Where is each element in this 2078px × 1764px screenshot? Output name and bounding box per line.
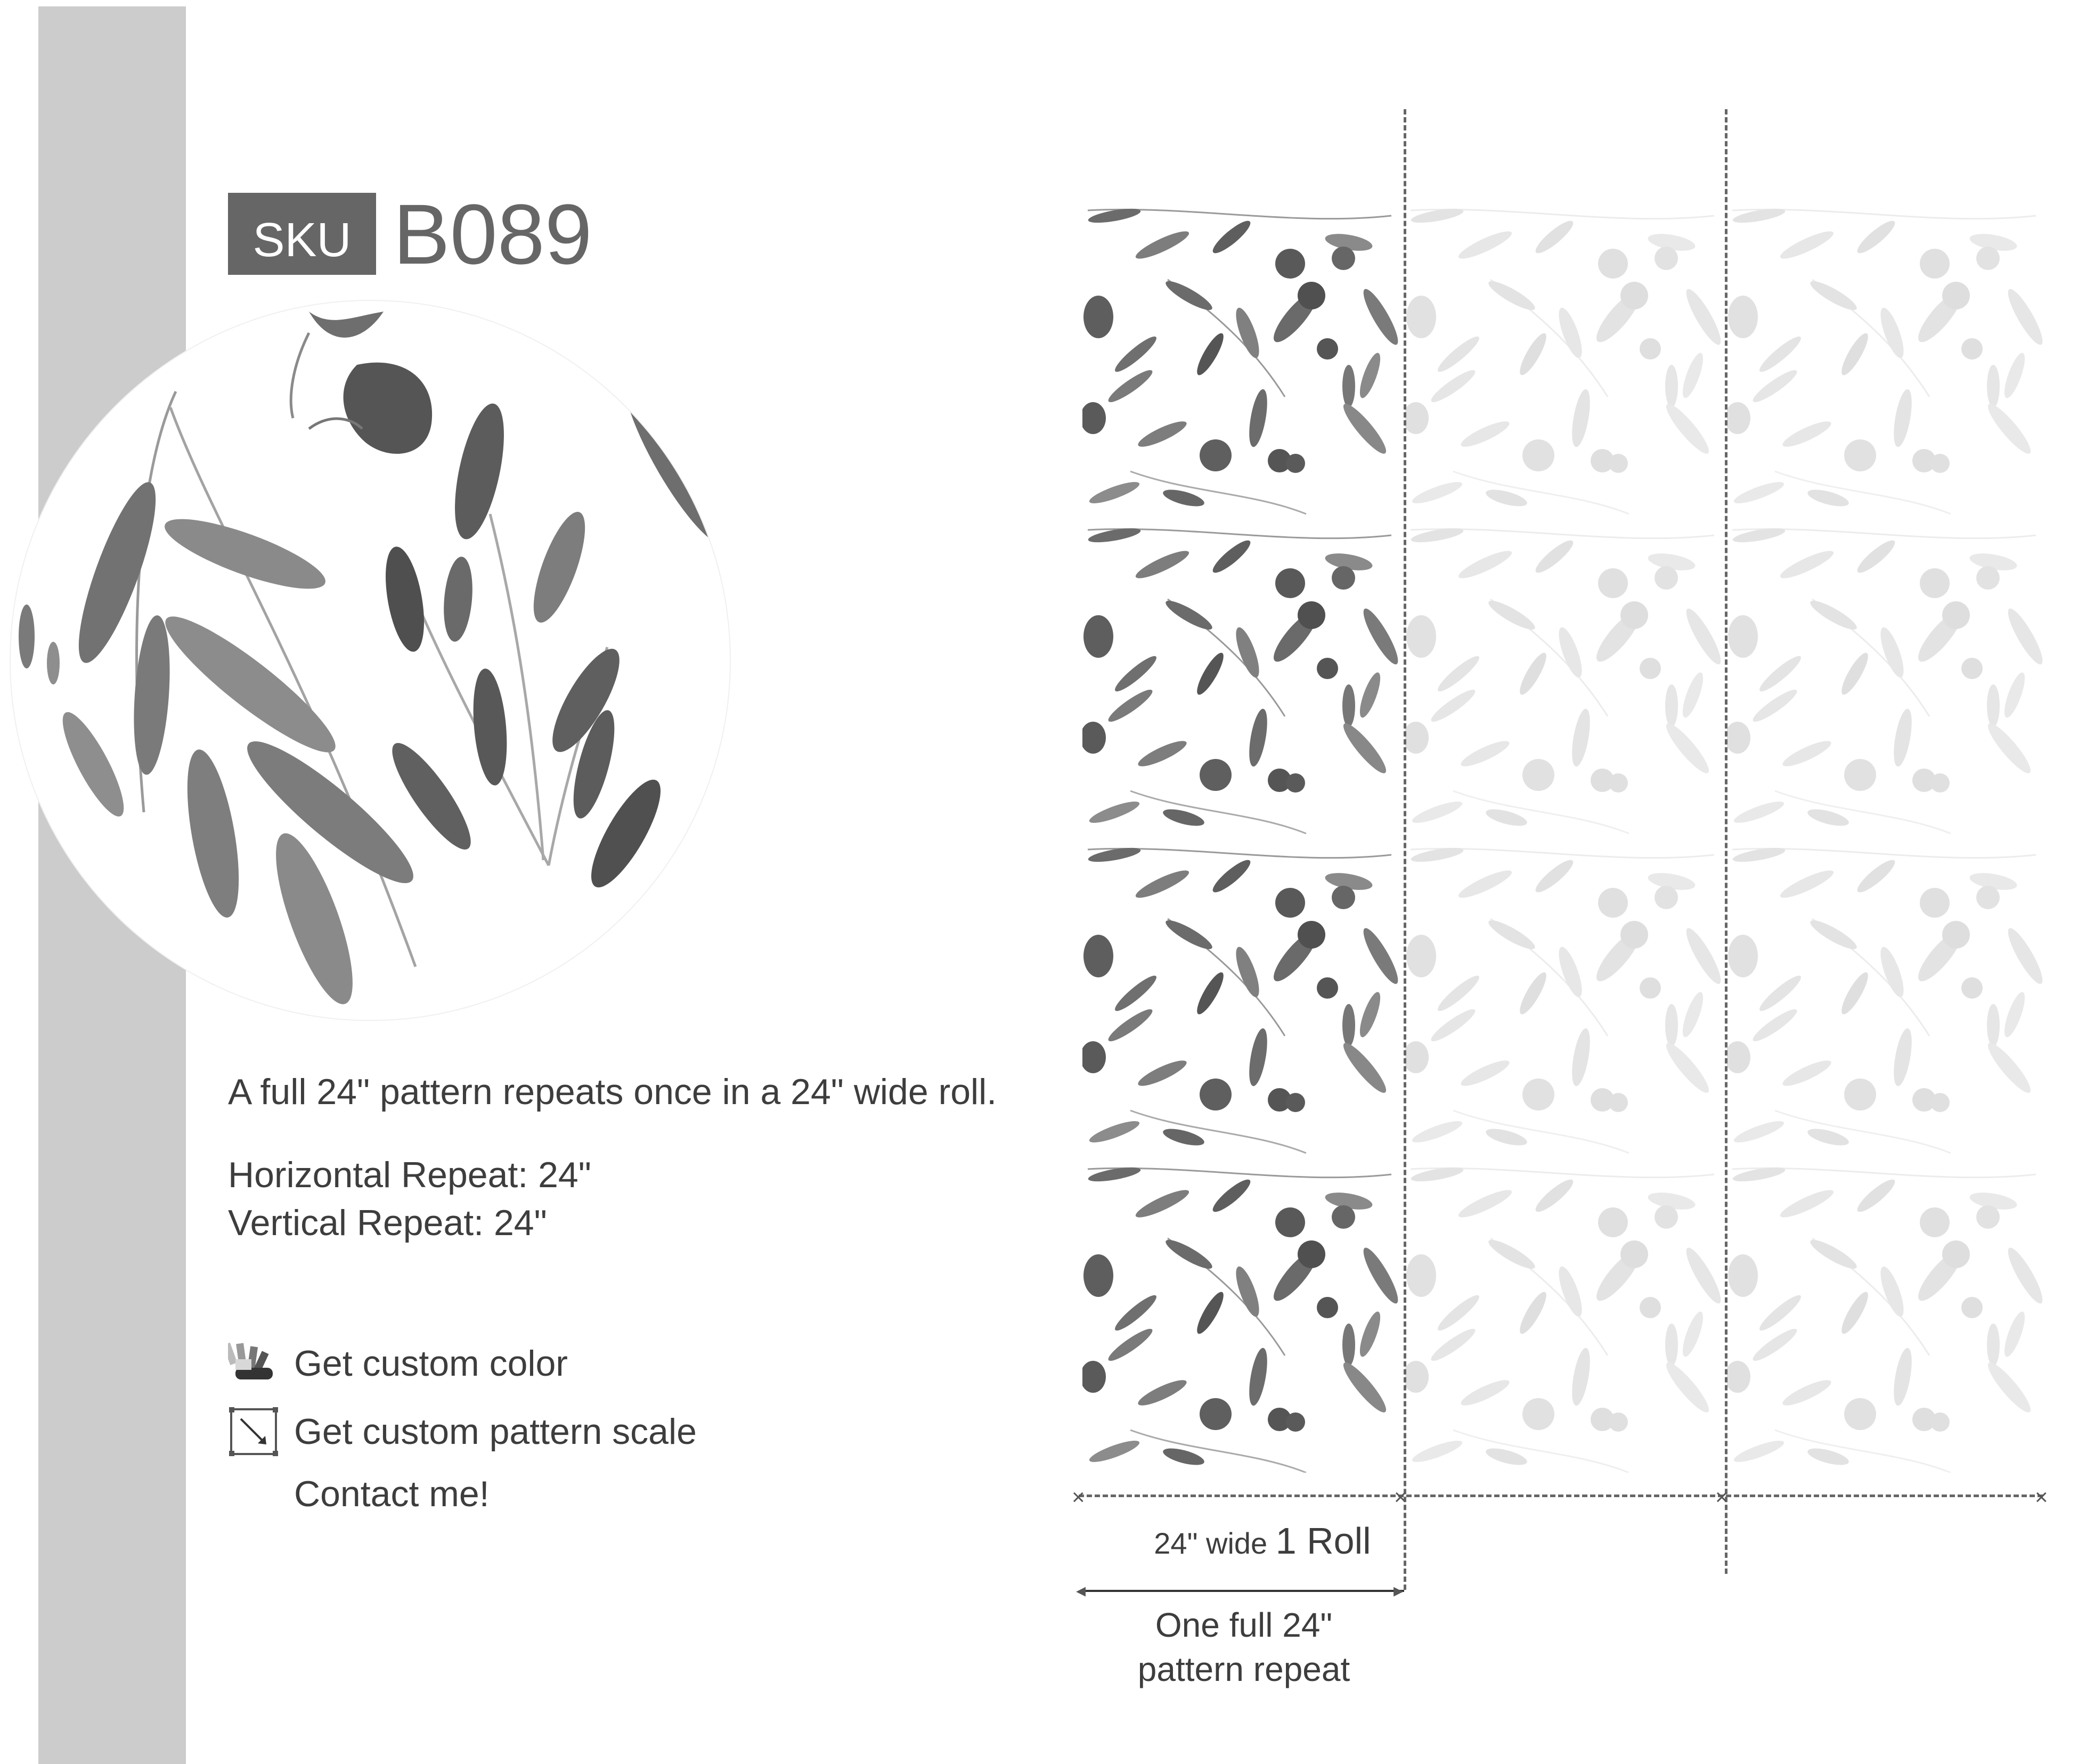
roll-measure-line — [1079, 1494, 2043, 1497]
resize-arrow-icon — [228, 1406, 279, 1457]
pattern-panel-roll-1 — [1082, 194, 1402, 1473]
custom-scale-link[interactable] — [228, 1406, 697, 1457]
repeat-label-line2: pattern repeat — [1137, 1650, 1350, 1689]
repeat-measure-line — [1080, 1590, 1404, 1592]
measure-tick-right: × — [2035, 1484, 2048, 1509]
repeat-label-line1: One full 24" — [1155, 1606, 1333, 1644]
measure-tick-mid-2: × — [1715, 1484, 1729, 1509]
repeat-arrow-left: ◂ — [1076, 1579, 1086, 1601]
repeat-arrow-right: ▸ — [1394, 1579, 1404, 1601]
sku-code: B089 — [393, 186, 592, 282]
roll-divider-2 — [1725, 109, 1727, 1574]
pattern-panel-roll-3 — [1727, 194, 2047, 1473]
pattern-closeup — [10, 300, 731, 1021]
pattern-description: A full 24" pattern repeats once in a 24" wide roll. — [228, 1072, 997, 1112]
contact-link[interactable]: Contact me! — [294, 1474, 490, 1514]
pattern-panel-roll-2 — [1405, 194, 1725, 1473]
palette-swatch-icon — [228, 1338, 279, 1389]
roll-width-label — [1129, 1517, 1396, 1565]
measure-tick-mid-1: × — [1394, 1484, 1407, 1509]
roll-count-text: 1 Roll — [1275, 1520, 1371, 1562]
custom-color-link[interactable] — [228, 1338, 568, 1389]
vertical-repeat: Vertical Repeat: 24" — [228, 1203, 547, 1243]
repeat-label — [1081, 1603, 1406, 1692]
custom-color-label[interactable]: Get custom color — [294, 1343, 568, 1384]
horizontal-repeat: Horizontal Repeat: 24" — [228, 1155, 591, 1195]
custom-scale-label[interactable]: Get custom pattern scale — [294, 1411, 697, 1452]
sku-label: SKU — [252, 214, 352, 267]
sku-label-box — [228, 193, 376, 274]
measure-tick-left: × — [1072, 1484, 1085, 1509]
roll-divider-1 — [1404, 109, 1406, 1590]
roll-width-text: 24" wide — [1154, 1526, 1268, 1560]
sku-underline — [228, 272, 376, 275]
